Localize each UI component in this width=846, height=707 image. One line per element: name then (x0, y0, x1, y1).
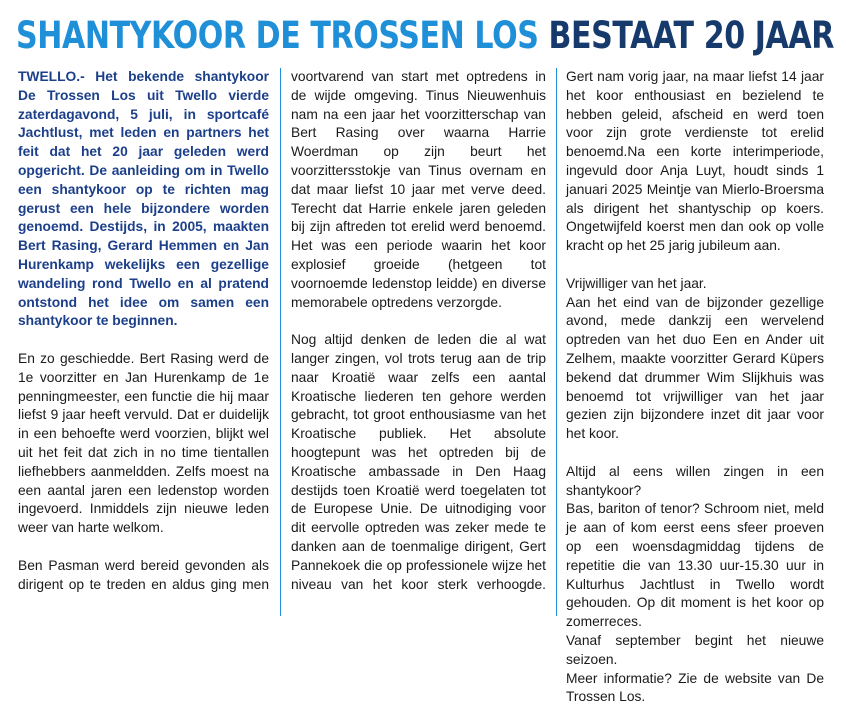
subheading-volunteer: Vrijwilliger van het jaar. (566, 275, 824, 294)
column-divider (556, 68, 557, 616)
paragraph-highlights: Nog altijd denken de leden die al wat langer zingen, vol trots terug aan de trip naar Kroatië waar zelfs een aantal Kroatische liederen ten gehore werden gebracht, tot groot enthousiasme van het Kroatische publiek. Het absolute hoogtepunt was het optreden bij de Kroatische ambassade in Den Haag destijds toen Kroatië werd toegelaten tot de Europese Unie. De uitnodiging voor dit eervolle optreden was zeker mede te danken aan de toenmalige dirigent, Gert Pannekoek die op professionele wijze het niveau van het koor sterk verhoogde. (291, 331, 546, 594)
headline-part-1: SHANTYKOOR DE TROSSEN LOS (16, 14, 538, 57)
headline (16, 14, 682, 58)
article-column-1 (18, 68, 269, 624)
paragraph-join: Bas, bariton of tenor? Schroom niet, meld je aan of kom eerst eens sfeer proeven op een woensdagmiddag tijdens de repetitie die van 13.30 uur-15.30 uur in Kulturhus Jachtlust in Twello wordt gehouden. Op dit moment is het koor op zomerreces. (566, 500, 824, 632)
paragraph-history-continued: voortvarend van start met optredens in de wijde omgeving. Tinus Nieuwenhuis nam na een jaar het voorzitterschap van Bert Rasing over waarna Harrie Woerdman op zijn beurt het voorzittersstokje van Tinus overnam en dat maar liefst 10 jaar met verve deed. Terecht dat Harrie enkele jaren geleden bij zijn aftreden tot erelid werd benoemd. Het was een periode waarin het koor explosief groeide (hetgeen tot voornoemde ledenstop leidde) en diverse memorabele optredens verzorgde. (291, 68, 546, 312)
article-column-3 (566, 68, 824, 624)
article-column-2 (291, 68, 546, 624)
paragraph-volunteer: Aan het eind van de bijzonder gezellige avond, mede dankzij een wervelend optreden van het duo Een en Ander uit Zelhem, maakte voorzitter Gerard Küpers bekend dat drummer Wim Slijkhuis was benoemd tot vrijwilliger van het jaar gezien zijn bijzondere inzet dit jaar voor het koor. (566, 294, 824, 444)
column-divider (280, 68, 281, 616)
paragraph-founding: En zo geschiedde. Bert Rasing werd de 1e voorzitter en Jan Hurenkamp de 1e penningmeester, een functie die hij maar liefst 9 jaar heeft vervuld. Dat er duidelijk in een behoefte werd voorzien, blijkt wel uit het feit dat zich in no time tientallen liefhebbers aanmeldden. Zelfs moest na een aantal jaren een ledenstop worden ingevoerd. Inmiddels zijn nieuwe leden weer van harte welkom. (18, 350, 269, 538)
headline-part-2: BESTAAT 20 JAAR (549, 14, 834, 57)
lead-paragraph: TWELLO.- Het bekende shantykoor De Trossen Los uit Twello vierde zaterdagavond, 5 juli, in sportcafé Jachtlust, met leden en partners het feit dat het 20 jaar geleden werd opgericht. De aanleiding om in Twello een shantykoor op te richten mag gerust een hele bijzondere worden genoemd. Destijds, in 2005, maakten Bert Rasing, Gerard Hemmen en Jan Hurenkamp wekelijks een gezellige wandeling rond Twello en al pratend ontstond het idee om samen een shantykoor te beginnen. (18, 68, 269, 331)
subheading-join: Altijd al eens willen zingen in een shantykoor? (566, 463, 824, 501)
paragraph-season: Vanaf september begint het nieuwe seizoen. (566, 632, 824, 670)
paragraph-highlights-continued: Gert nam vorig jaar, na maar liefst 14 jaar het koor enthousiast en bezielend te hebben geleid, afscheid en werd toen voor zijn grote verdienste tot erelid benoemd.Na een korte interimperiode, ingevuld door Anja Luyt, houdt sinds 1 januari 2025 Meintje van Mierlo-Broersma als dirigent het shantyschip op koers. Ongetwijfeld koerst men dan ook op volle kracht op het 25 jarig jubileum aan. (566, 68, 824, 256)
paragraph-more-info: Meer informatie? Zie de website van De Trossen Los. (566, 670, 824, 707)
paragraph-history: Ben Pasman werd bereid gevonden als dirigent op te treden en aldus ging men (18, 557, 269, 595)
